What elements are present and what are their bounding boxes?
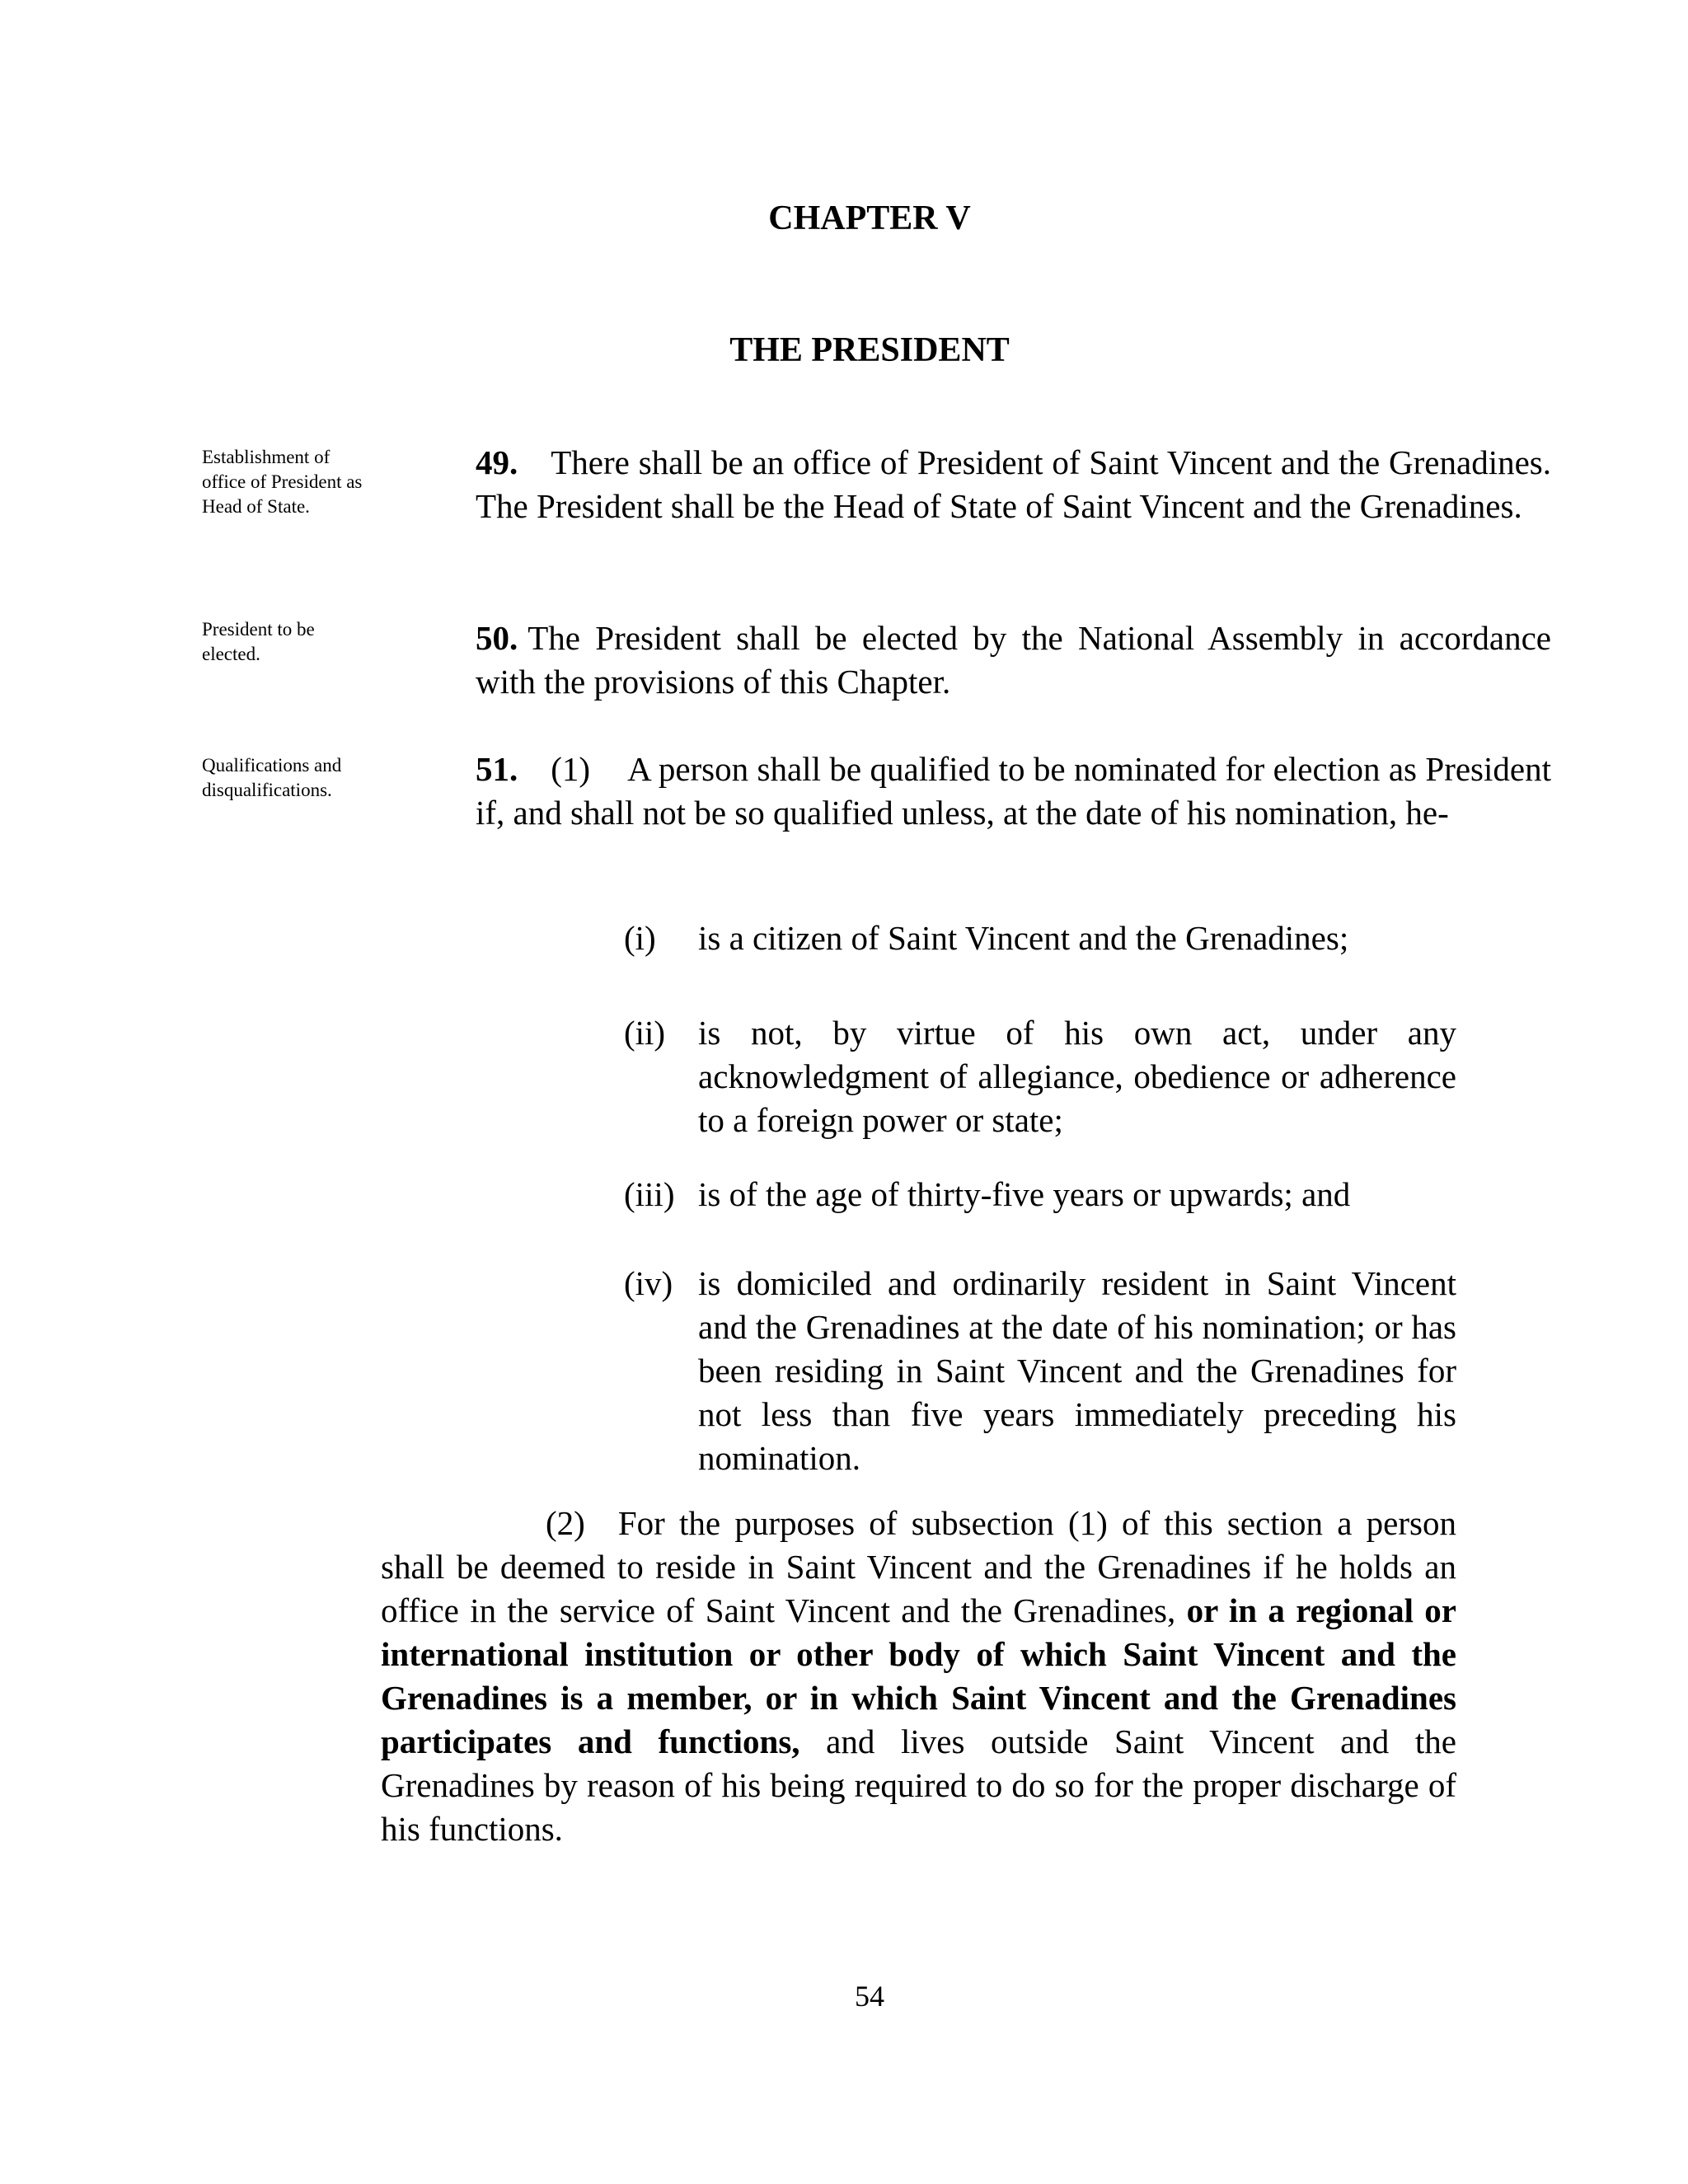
list-item-iii	[624, 1173, 1456, 1216]
section-number: 50.	[476, 619, 518, 657]
list-item-text: is not, by virtue of his own act, under any acknowledgment of allegiance, obedience or adherence to a foreign power or state;	[698, 1014, 1456, 1139]
list-item-iv	[624, 1262, 1456, 1480]
chapter-title-heading: THE PRESIDENT	[729, 331, 1010, 369]
section-51-subsection-2	[381, 1502, 1456, 1851]
page-number: 54	[855, 1980, 884, 2013]
margin-note-section-50: President to be elected.	[202, 619, 315, 664]
list-item-text: is domiciled and ordinarily resident in Saint Vincent and the Grenadines at the date of his nomination; or has been residing in Saint Vincent and the Grenadines for not less than five years immediately preceding his nomination.	[698, 1264, 1456, 1477]
subsection-text: A person shall be qualified to be nominated for election as President if, and shall not be so qualified unless, at the date of his nomination, he-	[476, 750, 1551, 832]
section-text: The President shall be elected by the National Assembly in accordance with the provisions of this Chapter.	[476, 619, 1551, 701]
list-item-number: (i)	[624, 919, 656, 957]
section-49	[381, 441, 1551, 528]
list-item-text: is of the age of thirty-five years or upwards; and	[698, 1175, 1351, 1213]
list-item-text: is a citizen of Saint Vincent and the Grenadines;	[698, 919, 1349, 957]
subsection-label: (1)	[551, 750, 591, 788]
list-item-number: (ii)	[624, 1014, 666, 1052]
subsection-text: For the purposes of subsection (1) of this section a person shall be deemed to reside in Saint Vincent and the Grenadines if he holds an office in the service of Saint Vincent and the Grenadines,	[381, 1504, 1456, 1629]
section-50	[381, 616, 1551, 704]
list-item-number: (iii)	[624, 1175, 675, 1213]
amended-text-bold: or in a regional or international institution or other body of which Saint Vincent and the Grenadines is a member, or in which Saint Vincent and the Grenadines participates and functions,	[381, 1591, 1456, 1760]
margin-note-section-49: Establishment of office of President as Head of State.	[202, 447, 363, 517]
section-text: There shall be an office of President of Saint Vincent and the Grenadines. The President shall be the Head of State of Saint Vincent and the Grenadines.	[476, 443, 1551, 525]
section-51-subsection-1	[381, 748, 1551, 835]
list-item-ii	[624, 1011, 1456, 1142]
list-item-number: (iv)	[624, 1264, 673, 1302]
section-number: 49.	[476, 443, 518, 481]
section-number: 51.	[476, 750, 518, 788]
chapter-number-heading: CHAPTER V	[768, 199, 971, 237]
subsection-label: (2)	[546, 1504, 585, 1542]
margin-note-section-51: Qualifications and disqualifications.	[202, 755, 342, 800]
subsection-text-continued: and lives outside Saint Vincent and the Grenadines by reason of his being required to do so for the proper discharge of his functions.	[381, 1722, 1456, 1848]
list-item-i	[624, 916, 1456, 960]
